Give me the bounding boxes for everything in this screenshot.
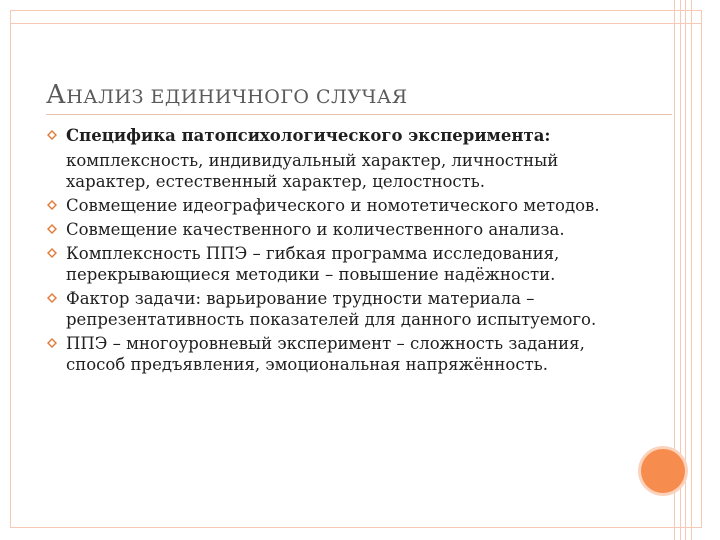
list-item-text: Совмещение идеографического и номотетического методов. — [66, 196, 600, 215]
list-item-text: ППЭ – многоуровневый эксперимент – сложность задания, способ предъявления, эмоциональная напряжённость. — [66, 334, 585, 374]
list-item — [46, 288, 646, 330]
title-first-letter: А — [46, 80, 67, 110]
diamond-bullet-icon — [46, 129, 58, 141]
list-item — [46, 243, 646, 285]
title-underline — [46, 114, 672, 115]
title-rest: НАЛИЗ ЕДИНИЧНОГО СЛУЧАЯ — [66, 86, 408, 108]
list-item-text: комплексность, индивидуальный характер, личностный характер, естественный характер, целостность. — [66, 151, 559, 191]
list-item — [46, 219, 646, 240]
list-item-text: Фактор задачи: варьирование трудности материала – репрезентативность показателей для данного испытуемого. — [66, 289, 597, 329]
diamond-bullet-icon — [46, 199, 58, 211]
diamond-bullet-icon — [46, 337, 58, 349]
list-item-text: Комплексность ППЭ – гибкая программа исследования, перекрывающиеся методики – повышение надёжности. — [66, 244, 560, 284]
list-item — [46, 195, 646, 216]
list-item-text: Совмещение качественного и количественного анализа. — [66, 220, 565, 239]
slide-title — [46, 80, 408, 110]
diamond-bullet-icon — [46, 247, 58, 259]
top-decor-band — [10, 10, 702, 24]
list-item — [46, 125, 646, 192]
list-item — [46, 333, 646, 375]
diamond-bullet-icon — [46, 292, 58, 304]
decor-circle — [641, 449, 685, 493]
bullet-list — [46, 125, 646, 378]
list-item-lead: Специфика патопсихологического эксперимента: — [66, 126, 551, 145]
diamond-bullet-icon — [46, 223, 58, 235]
